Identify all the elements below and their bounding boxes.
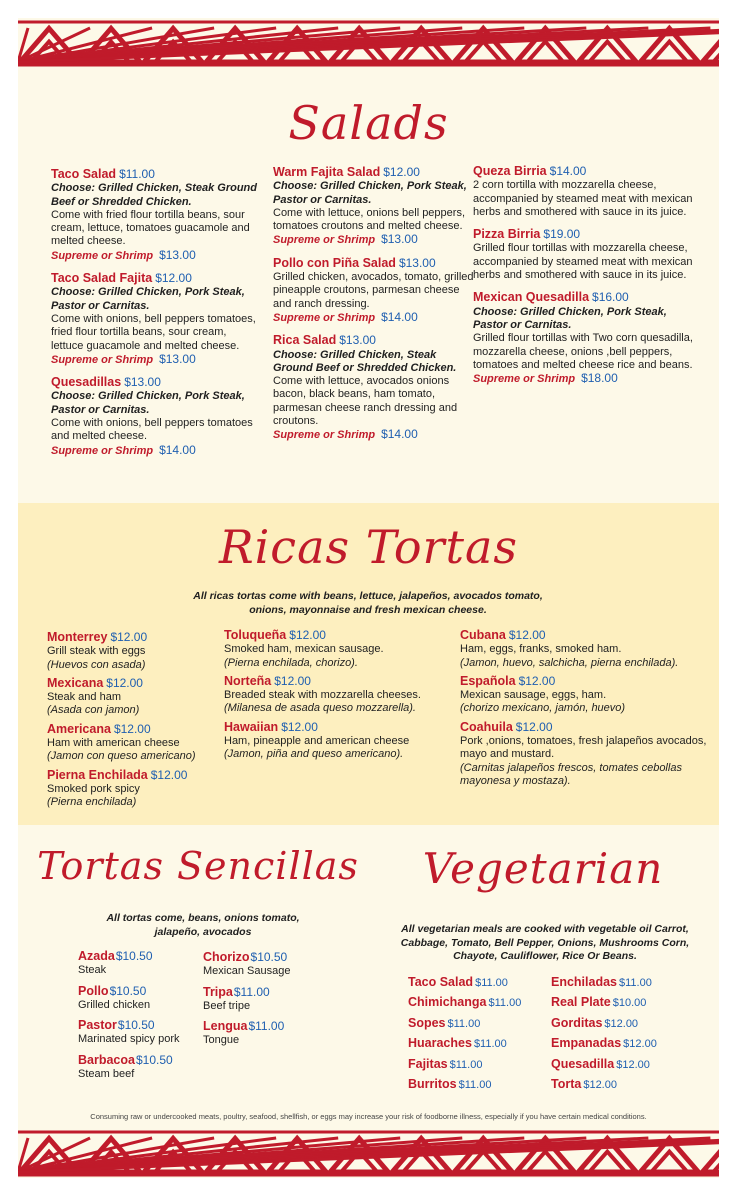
menu-item xyxy=(51,376,261,458)
item-price: $13.00 xyxy=(124,375,161,390)
menu-item xyxy=(460,629,710,670)
menu-item xyxy=(460,721,710,788)
item-spanish-description: (Milanesa de asada queso mozzarella). xyxy=(224,702,416,715)
item-name: Mexicana xyxy=(47,675,104,690)
item-description: Ham with american cheese xyxy=(47,737,180,750)
item-spanish-description: (Huevos con asada) xyxy=(47,658,146,671)
supreme-option: Supreme or Shrimp $14.00 xyxy=(273,309,418,324)
menu-item xyxy=(408,1057,548,1077)
menu-item xyxy=(408,1016,548,1036)
menu-item xyxy=(78,1054,208,1082)
menu-item xyxy=(224,675,454,716)
item-name: Empanadas xyxy=(551,1036,622,1051)
item-price: $11.00 xyxy=(473,1038,507,1051)
salads-column-1 xyxy=(51,168,261,467)
item-description: Beef tripe xyxy=(203,999,251,1012)
item-spanish-description: (Jamon con queso americano) xyxy=(47,750,196,763)
item-name: Cubana xyxy=(460,628,506,642)
item-price: $12.00 xyxy=(604,1017,639,1030)
vegetarian-column-2 xyxy=(551,975,691,1097)
item-name: Toluqueña xyxy=(224,628,287,642)
menu-item xyxy=(78,985,208,1013)
item-price: $11.00 xyxy=(447,1017,481,1030)
menu-item xyxy=(273,257,478,325)
item-name: Warm Fajita Salad xyxy=(273,165,381,179)
item-spanish-description: (chorizo mexicano, jamón, huevo) xyxy=(460,702,626,715)
item-price: $10.50 xyxy=(115,949,153,963)
item-description: Come with lettuce, avocados onions bacon, black beans, ham tomato, parmesan cheese ranch dressing and croutons. xyxy=(273,375,458,428)
item-price: $11.00 xyxy=(475,977,508,989)
food-safety-disclaimer: Consuming raw or undercooked meats, poultry, seafood, shellfish, or eggs may increase your risk of foodborne illness, especially if you have certain medical conditions. xyxy=(90,1112,647,1121)
tortas-column-2 xyxy=(224,629,454,767)
item-price: $11.00 xyxy=(233,984,270,999)
item-name: Taco Salad xyxy=(408,975,474,989)
item-price: $19.00 xyxy=(543,227,581,242)
item-price: $11.00 xyxy=(449,1058,483,1071)
item-price: $12.00 xyxy=(508,628,546,642)
item-price: $12.00 xyxy=(518,673,556,688)
item-price: $12.00 xyxy=(155,271,192,286)
item-name: Queza Birria xyxy=(473,164,547,178)
item-spanish-description: (Jamon, huevo, salchicha, pierna enchilada). xyxy=(460,656,679,669)
item-choose: Choose: Grilled Chicken, Pork Steak, Pastor or Carnitas. xyxy=(51,390,245,416)
item-spanish-description: (Jamon, piña and queso americano). xyxy=(224,748,404,761)
sencillas-column-2 xyxy=(203,951,333,1055)
tortas-column-1 xyxy=(47,631,237,815)
menu-item xyxy=(224,629,454,670)
item-description: Grilled chicken xyxy=(78,998,151,1011)
item-description: 2 corn tortilla with mozzarella cheese, accompanied by steamed meat with mexican herbs and smothered with sauce in its juice. xyxy=(473,179,693,218)
item-choose: Choose: Grilled Chicken, Pork Steak, Pastor or Carnitas. xyxy=(51,286,245,312)
item-name: Monterrey xyxy=(47,630,108,644)
supreme-option: Supreme or Shrimp $13.00 xyxy=(51,247,196,262)
item-choose: Choose: Grilled Chicken, Pork Steak, Pastor or Carnitas. xyxy=(273,180,467,206)
item-name: Norteña xyxy=(224,673,272,688)
tortas-sencillas-note: All tortas come, beans, onions tomato, jalapeño, avocados xyxy=(106,912,300,938)
item-price: $10.50 xyxy=(250,950,288,964)
item-name: Pizza Birria xyxy=(473,227,541,242)
item-price: $11.00 xyxy=(488,997,522,1010)
item-description: Ham, pineapple and american cheese xyxy=(224,735,410,748)
item-name: Taco Salad xyxy=(51,167,117,181)
item-price: $16.00 xyxy=(592,290,629,305)
item-name: Chorizo xyxy=(203,950,250,964)
menu-item xyxy=(47,631,237,672)
menu-item xyxy=(551,975,691,995)
supreme-option: Supreme or Shrimp $13.00 xyxy=(51,351,196,366)
menu-item xyxy=(473,291,698,386)
item-name: Sopes xyxy=(408,1015,446,1030)
menu-item xyxy=(408,1036,548,1056)
item-price: $10.50 xyxy=(117,1018,155,1033)
salads-column-3 xyxy=(473,165,698,395)
supreme-option: Supreme or Shrimp $14.00 xyxy=(273,427,418,442)
menu-item xyxy=(460,675,710,716)
item-price: $11.00 xyxy=(619,977,652,989)
item-name: Lengua xyxy=(203,1019,248,1034)
item-price: $12.00 xyxy=(113,721,151,736)
item-description: Smoked ham, mexican sausage. xyxy=(224,643,384,656)
sencillas-column-1 xyxy=(78,950,208,1088)
item-price: $11.00 xyxy=(458,1078,492,1091)
item-choose: Choose: Grilled Chicken, Steak Ground Beef or Shredded Chicken. xyxy=(51,182,257,208)
item-price: $11.00 xyxy=(119,167,155,181)
item-price: $12.00 xyxy=(274,673,311,688)
item-name: Barbacoa xyxy=(78,1052,135,1067)
item-description: Smoked pork spicy xyxy=(47,782,140,795)
menu-item xyxy=(551,1057,691,1077)
item-description: Steam beef xyxy=(78,1068,135,1081)
item-price: $10.00 xyxy=(612,997,647,1010)
item-name: Chimichanga xyxy=(408,995,487,1010)
item-name: Quesadilla xyxy=(551,1056,615,1071)
menu-item xyxy=(551,1036,691,1056)
item-price: $12.00 xyxy=(623,1038,657,1051)
supreme-option: Supreme or Shrimp $18.00 xyxy=(473,371,618,386)
vegetarian-column-1 xyxy=(408,975,548,1097)
item-price: $12.00 xyxy=(616,1058,650,1071)
item-name: Enchiladas xyxy=(551,975,617,989)
item-price: $10.50 xyxy=(135,1052,173,1067)
ricas-tortas-note: All ricas tortas come with beans, lettuce, jalapeños, avocados tomato, onions, mayonnaise and fresh mexican cheese. xyxy=(193,590,543,616)
item-description: Pork ,onions, tomatoes, fresh jalapeños avocados, mayo and mustard. xyxy=(460,735,707,761)
item-price: $12.00 xyxy=(383,165,420,179)
menu-item xyxy=(51,272,261,367)
item-name: Mexican Quesadilla xyxy=(473,290,590,305)
item-choose: Choose: Grilled Chicken, Steak Ground Beef or Shredded Chicken. xyxy=(273,348,457,374)
item-description: Come with onions, bell peppers tomatoes and melted cheese. xyxy=(51,417,253,443)
item-price: $12.00 xyxy=(281,719,318,734)
item-spanish-description: (Pierna enchilada) xyxy=(47,796,137,809)
item-price: $12.00 xyxy=(110,630,148,644)
item-description: Breaded steak with mozzarella cheeses. xyxy=(224,689,421,702)
menu-item xyxy=(408,975,548,995)
item-spanish-description: (Carnitas jalapeños frescos, tomates cebollas mayonesa y mostaza). xyxy=(460,761,682,787)
item-name: Coahuila xyxy=(460,719,513,734)
item-name: Taco Salad Fajita xyxy=(51,271,153,286)
item-price: $10.50 xyxy=(109,983,147,998)
item-description: Come with lettuce, onions bell peppers, tomatoes croutons and melted cheese. xyxy=(273,206,465,233)
supreme-option: Supreme or Shrimp $13.00 xyxy=(273,232,418,247)
item-description: Mexican Sausage xyxy=(203,965,291,978)
item-name: Tripa xyxy=(203,984,233,999)
red-triangle-band-top xyxy=(18,18,719,68)
salads-column-2 xyxy=(273,166,478,452)
item-name: Pollo xyxy=(78,983,109,998)
menu-item xyxy=(473,165,698,219)
item-description: Grilled chicken, avocados, tomato, grilled pineapple croutons, parmesan cheese and ranch dressing. xyxy=(273,271,474,310)
menu-item xyxy=(273,166,478,248)
item-price: $12.00 xyxy=(515,719,553,734)
menu-item xyxy=(273,334,478,442)
item-name: Rica Salad xyxy=(273,333,337,348)
tortas-column-3 xyxy=(460,629,710,793)
salads-title: Salads xyxy=(288,96,449,150)
menu-item xyxy=(47,677,237,718)
item-description: Grill steak with eggs xyxy=(47,645,146,658)
item-name: Fajitas xyxy=(408,1056,448,1071)
item-name: Quesadillas xyxy=(51,375,122,390)
item-description: Tongue xyxy=(203,1034,240,1047)
tortas-sencillas-title: Tortas Sencillas xyxy=(37,844,359,888)
menu-item xyxy=(203,1020,333,1048)
item-price: $11.00 xyxy=(248,1019,285,1034)
item-name: Pollo con Piña Salad xyxy=(273,255,396,270)
item-price: $13.00 xyxy=(339,333,376,348)
vegetarian-title: Vegetarian xyxy=(422,844,664,893)
item-description: Grilled flour tortillas with Two corn quesadilla, mozzarella cheese, onions ,bell peppers, tomatoes and melted cheese rice and beans. xyxy=(473,332,693,371)
item-price: $14.00 xyxy=(549,164,587,178)
item-price: $12.00 xyxy=(150,767,188,782)
item-description: Steak xyxy=(78,964,107,977)
item-description: Marinated spicy pork xyxy=(78,1033,180,1046)
item-spanish-description: (Asada con jamon) xyxy=(47,704,140,717)
item-name: Azada xyxy=(78,949,115,963)
menu-item xyxy=(203,986,333,1014)
item-name: Americana xyxy=(47,721,111,736)
menu-item xyxy=(551,1077,691,1097)
item-name: Pastor xyxy=(78,1018,117,1033)
menu-item xyxy=(408,995,548,1015)
item-description: Come with onions, bell peppers tomatoes, fried flour tortilla beans, sour cream, lettuce guacamole and melted cheese. xyxy=(51,312,256,352)
menu-item xyxy=(551,995,691,1015)
vegetarian-note: All vegetarian meals are cooked with vegetable oil Carrot, Cabbage, Tomato, Bell Pepper, Onions, Mushrooms Corn, Chayote, Cauliflower, Rice Or Beans. xyxy=(400,923,690,962)
item-price: $13.00 xyxy=(398,255,436,270)
ricas-tortas-title: Ricas Tortas xyxy=(218,520,519,574)
item-description: Steak and ham xyxy=(47,691,121,704)
item-name: Hawaiian xyxy=(224,719,279,734)
item-price: $12.00 xyxy=(106,675,143,690)
supreme-option: Supreme or Shrimp $14.00 xyxy=(51,442,196,457)
menu-item xyxy=(473,228,698,282)
menu-item xyxy=(203,951,333,979)
item-name: Española xyxy=(460,673,516,688)
menu-item xyxy=(51,168,261,263)
menu-page xyxy=(18,18,719,1178)
item-choose: Choose: Grilled Chicken, Pork Steak, Pastor or Carnitas. xyxy=(473,305,667,331)
menu-item xyxy=(224,721,454,762)
item-name: Gorditas xyxy=(551,1015,603,1030)
item-name: Pierna Enchilada xyxy=(47,767,148,782)
menu-item xyxy=(78,1019,208,1047)
menu-item xyxy=(551,1016,691,1036)
menu-item xyxy=(78,950,208,978)
item-name: Real Plate xyxy=(551,995,611,1010)
item-description: Come with fried flour tortilla beans, sour cream, lettuce, tomatoes guacamole and melted cheese. xyxy=(51,208,250,248)
red-triangle-band-bottom xyxy=(18,1128,719,1178)
item-price: $12.00 xyxy=(289,628,326,642)
item-description: Ham, eggs, franks, smoked ham. xyxy=(460,643,622,656)
item-name: Torta xyxy=(551,1076,582,1091)
item-spanish-description: (Pierna enchilada, chorizo). xyxy=(224,656,358,669)
menu-item xyxy=(47,723,237,764)
item-description: Grilled flour tortillas with mozzarella cheese, accompanied by steamed meat with mexican herbs and smothered with sauce in its juice. xyxy=(473,242,693,282)
menu-item xyxy=(47,769,237,810)
item-description: Mexican sausage, eggs, ham. xyxy=(460,689,607,702)
item-price: $12.00 xyxy=(583,1078,617,1091)
item-name: Burritos xyxy=(408,1076,457,1091)
menu-item xyxy=(408,1077,548,1097)
item-name: Huaraches xyxy=(408,1036,472,1051)
